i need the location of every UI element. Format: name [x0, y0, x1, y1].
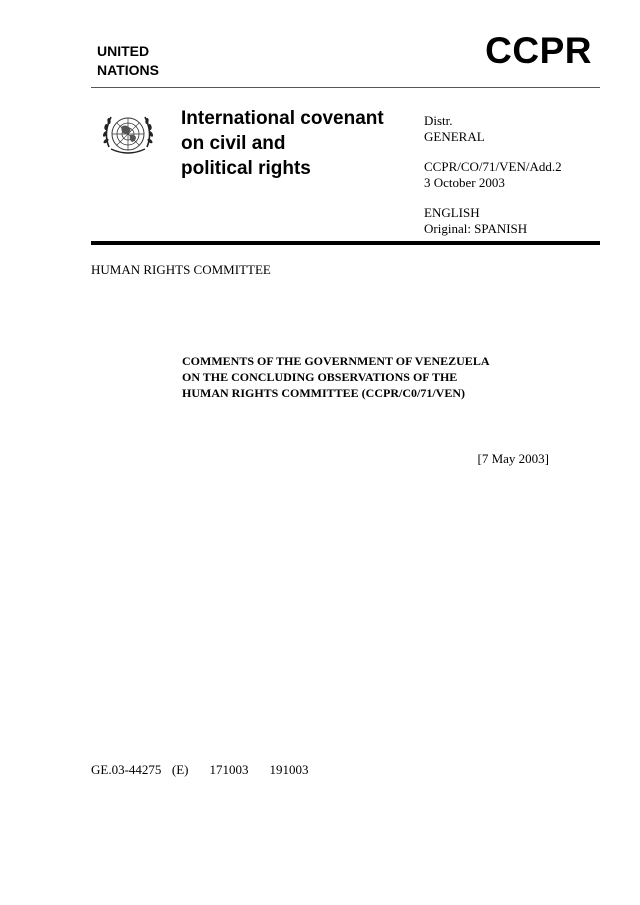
- footer-job-number: GE.03-44275 (E) 171003 191003: [91, 762, 309, 777]
- organization-name: [97, 42, 159, 80]
- document-series-code: CCPR: [485, 30, 592, 71]
- committee-name: HUMAN RIGHTS COMMITTEE: [91, 262, 271, 277]
- title-line-3: HUMAN RIGHTS COMMITTEE (CCPR/C0/71/VEN): [182, 386, 466, 400]
- header-divider: [91, 87, 600, 88]
- document-language: ENGLISH: [424, 205, 480, 220]
- issue-date: 3 October 2003: [424, 175, 505, 190]
- un-emblem-icon: [97, 107, 159, 161]
- title-line-1: COMMENTS OF THE GOVERNMENT OF VENEZUELA: [182, 354, 490, 368]
- covenant-line-3: political rights: [181, 158, 311, 179]
- org-line-2: NATIONS: [97, 62, 159, 78]
- distribution-block: [424, 113, 562, 145]
- language-block: [424, 205, 562, 237]
- covenant-line-1: International covenant: [181, 108, 384, 129]
- title-line-2: ON THE CONCLUDING OBSERVATIONS OF THE: [182, 370, 458, 384]
- document-date: [7 May 2003]: [477, 451, 549, 466]
- header-thick-divider: [91, 241, 600, 245]
- original-language: Original: SPANISH: [424, 221, 528, 236]
- covenant-title: [181, 106, 384, 181]
- covenant-line-2: on civil and: [181, 133, 286, 154]
- symbol-block: [424, 159, 562, 191]
- org-line-1: UNITED: [97, 43, 150, 59]
- distribution-label: Distr.: [424, 113, 453, 128]
- distribution-value: GENERAL: [424, 129, 485, 144]
- document-symbol: CCPR/CO/71/VEN/Add.2: [424, 159, 562, 174]
- document-metadata: [424, 113, 562, 251]
- document-title: [182, 353, 489, 401]
